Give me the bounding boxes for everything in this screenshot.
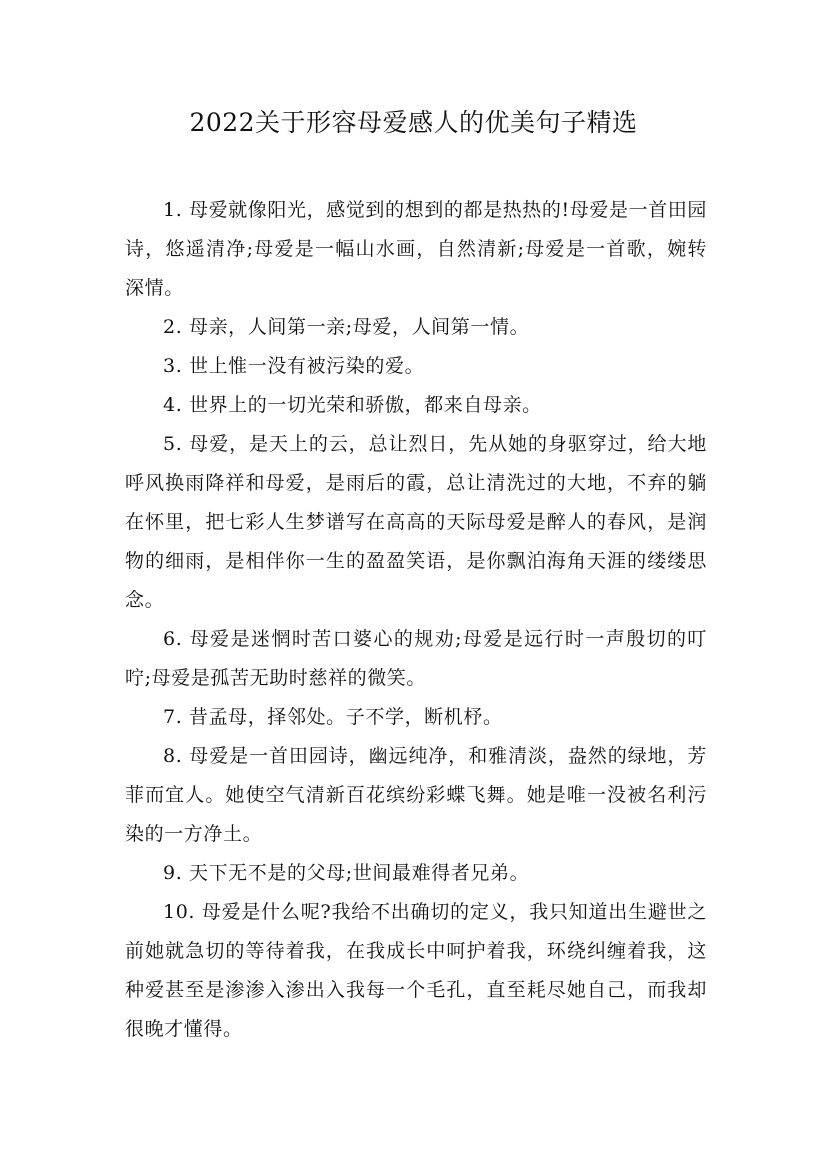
document-title: 2022关于形容母爱感人的优美句子精选 xyxy=(189,108,638,137)
paragraph-1: 1. 母爱就像阳光，感觉到的想到的都是热热的!母爱是一首田园诗，悠遥清净;母爱是一幅山水画，自然清新;母爱是一首歌，婉转深情。 xyxy=(125,199,707,299)
document-body xyxy=(125,191,707,1049)
paragraph-3: 3. 世上惟一没有被污染的爱。 xyxy=(163,355,425,377)
paragraph-10: 10. 母爱是什么呢?我给不出确切的定义，我只知道出生避世之前她就急切的等待着我，在我成长中呵护着我，环绕纠缠着我，这种爱甚至是渗渗入渗出入我每一个毛孔，直至耗尽她自己，而我却很晚才懂得。 xyxy=(125,901,707,1040)
paragraph-2: 2. 母亲，人间第一亲;母爱，人间第一情。 xyxy=(163,316,530,338)
paragraph-4: 4. 世界上的一切光荣和骄傲，都来自母亲。 xyxy=(163,394,542,416)
paragraph-5: 5. 母爱，是天上的云，总让烈日，先从她的身驱穿过，给大地呼风换雨降祥和母爱，是雨后的霞，总让清洗过的大地，不弃的躺在怀里，把七彩人生梦谱写在高高的天际母爱是醉人的春风，是润物的细雨，是相伴你一生的盈盈笑语，是你飘泊海角天涯的缕缕思念。 xyxy=(125,433,707,611)
paragraph-7: 7. 昔孟母，择邻处。子不学，断机杼。 xyxy=(163,706,503,728)
paragraph-6: 6. 母爱是迷惘时苦口婆心的规劝;母爱是远行时一声殷切的叮咛;母爱是孤苦无助时慈祥的微笑。 xyxy=(125,628,707,689)
paragraph-8: 8. 母爱是一首田园诗，幽远纯净，和雅清淡，盎然的绿地，芳菲而宜人。她使空气清新百花缤纷彩蝶飞舞。她是唯一没被名利污染的一方净土。 xyxy=(125,745,707,845)
paragraph-9: 9. 天下无不是的父母;世间最难得者兄弟。 xyxy=(163,862,530,884)
